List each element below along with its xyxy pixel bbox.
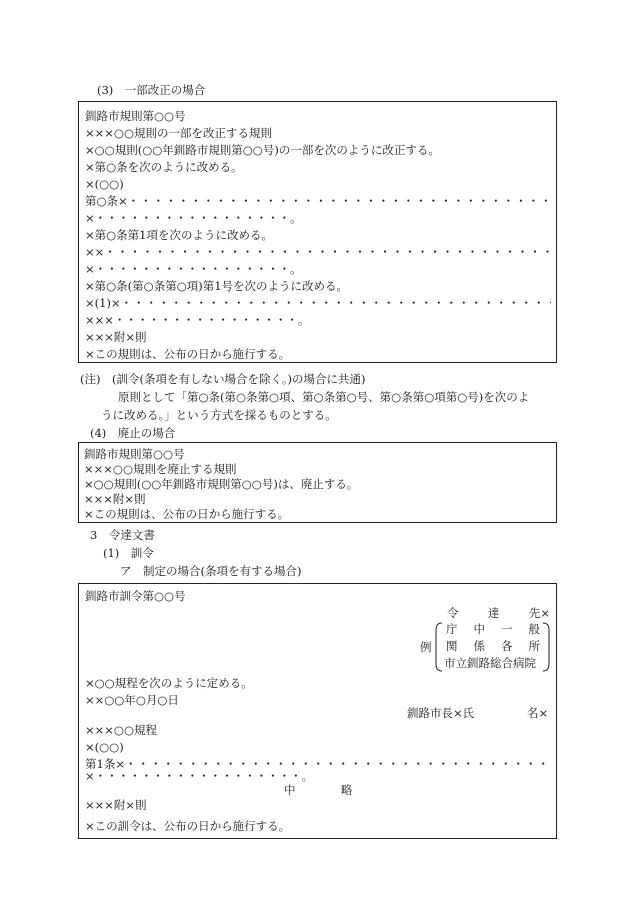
destination-line-2	[446, 638, 540, 655]
dot-leader	[104, 245, 551, 259]
article-continuation: ×・・・・・・・・・・・・・・・・・。	[85, 211, 302, 225]
kunrei-title: ×××○○規程	[85, 723, 157, 737]
note-line-2: 原則として「第○条(第○条第○項、第○条第○号、第○条第○項第○号)を次のよ	[118, 390, 530, 404]
subheading-enactment: ア 制定の場合(条項を有する場合)	[120, 564, 302, 578]
item-instruction: ×第○条(第○条第○項)第1号を次のように改める。	[85, 279, 349, 293]
destination-char: 庁	[446, 622, 458, 636]
rule-number: 釧路市規則第○○号	[84, 447, 185, 461]
destination-line-3: 市立釧路総合病院	[444, 656, 536, 670]
article-label: 第1条×	[85, 757, 125, 771]
destination-char: 中	[473, 622, 485, 636]
destination-char: 達	[487, 606, 500, 620]
amend-statement: ×○○規則(○○年釧路市規則第○○号)の一部を次のように改正する。	[85, 143, 440, 157]
destination-char: 令	[447, 606, 459, 620]
supplementary-heading: ×××附×則	[85, 798, 147, 812]
destination-label	[447, 605, 550, 622]
signer-title: 釧路市長×氏	[407, 706, 475, 720]
item-label: ×(1)×	[85, 296, 121, 310]
destination-line-1	[446, 621, 540, 638]
enforcement-clause: ×この訓令は、公布の日から施行する。	[85, 819, 291, 833]
note-line-3: うに改める。」という方式を採るものとする。	[101, 408, 337, 422]
repeal-statement: ×○○規則(○○年釧路市規則第○○号)は、廃止する。	[84, 477, 359, 491]
subheading-kunrei: (1) 訓令	[103, 546, 154, 560]
section-heading-directives: 3 令達文書	[90, 528, 155, 542]
destination-char: 各	[501, 639, 513, 653]
item-line	[85, 295, 551, 312]
omission-char-2: 略	[341, 783, 353, 797]
signer-name: 名×	[527, 706, 549, 720]
right-bracket-icon	[541, 622, 551, 672]
supplementary-heading: ×××附×則	[84, 492, 146, 506]
item-continuation: ×××・・・・・・・・・・・・・・・・。	[85, 313, 310, 327]
kunrei-number: 釧路市訓令第○○号	[85, 589, 186, 603]
paragraph-instruction: ×第○条第1項を次のように改める。	[85, 228, 273, 242]
section-heading-partial-amendment: (3) 一部改正の場合	[97, 83, 206, 97]
repeal-box	[78, 442, 557, 523]
section-heading-repeal: (4) 廃止の場合	[90, 426, 176, 440]
enactment-statement: ×○○規程を次のように定める。	[85, 676, 253, 690]
dot-leader	[121, 296, 551, 310]
enforcement-clause: ×この規則は、公布の日から施行する。	[84, 507, 290, 521]
article-caption: ×(○○)	[85, 740, 124, 754]
paragraph-line	[85, 244, 551, 261]
rule-number: 釧路市規則第○○号	[85, 109, 186, 123]
article-line	[85, 193, 551, 210]
destination-char: 一	[501, 622, 513, 636]
destination-char: 先×	[528, 606, 550, 620]
destination-char: 般	[528, 622, 540, 636]
enactment-date: ××○○年○月○日	[85, 693, 179, 707]
article-label: 第○条×	[85, 194, 128, 208]
destination-char: 所	[528, 639, 540, 653]
paragraph-continuation: ×・・・・・・・・・・・・・・・・・。	[85, 262, 302, 276]
omission-char-1: 中	[284, 783, 296, 797]
destination-char: 係	[473, 639, 485, 653]
paragraph-label: ××	[85, 245, 105, 259]
supplementary-heading: ×××附×則	[85, 330, 147, 344]
article-continuation: ×・・・・・・・・・・・・・・・・・・。	[85, 769, 314, 783]
enforcement-clause: ×この規則は、公布の日から施行する。	[85, 347, 291, 361]
amend-instruction: ×第○条を次のように改める。	[85, 160, 243, 174]
kunrei-box	[78, 583, 557, 839]
left-bracket-icon	[434, 622, 444, 672]
partial-amendment-box	[78, 101, 557, 363]
example-label: 例	[420, 640, 432, 654]
note-line-1: (注) (訓令(条項を有しない場合を除く。)の場合に共通)	[80, 372, 366, 386]
rule-title: ×××○○規則の一部を改正する規則	[85, 126, 272, 140]
dot-leader	[128, 194, 551, 208]
rule-title: ×××○○規則を廃止する規則	[84, 462, 237, 476]
article-caption: ×(○○)	[85, 177, 124, 191]
destination-char: 関	[446, 639, 458, 653]
